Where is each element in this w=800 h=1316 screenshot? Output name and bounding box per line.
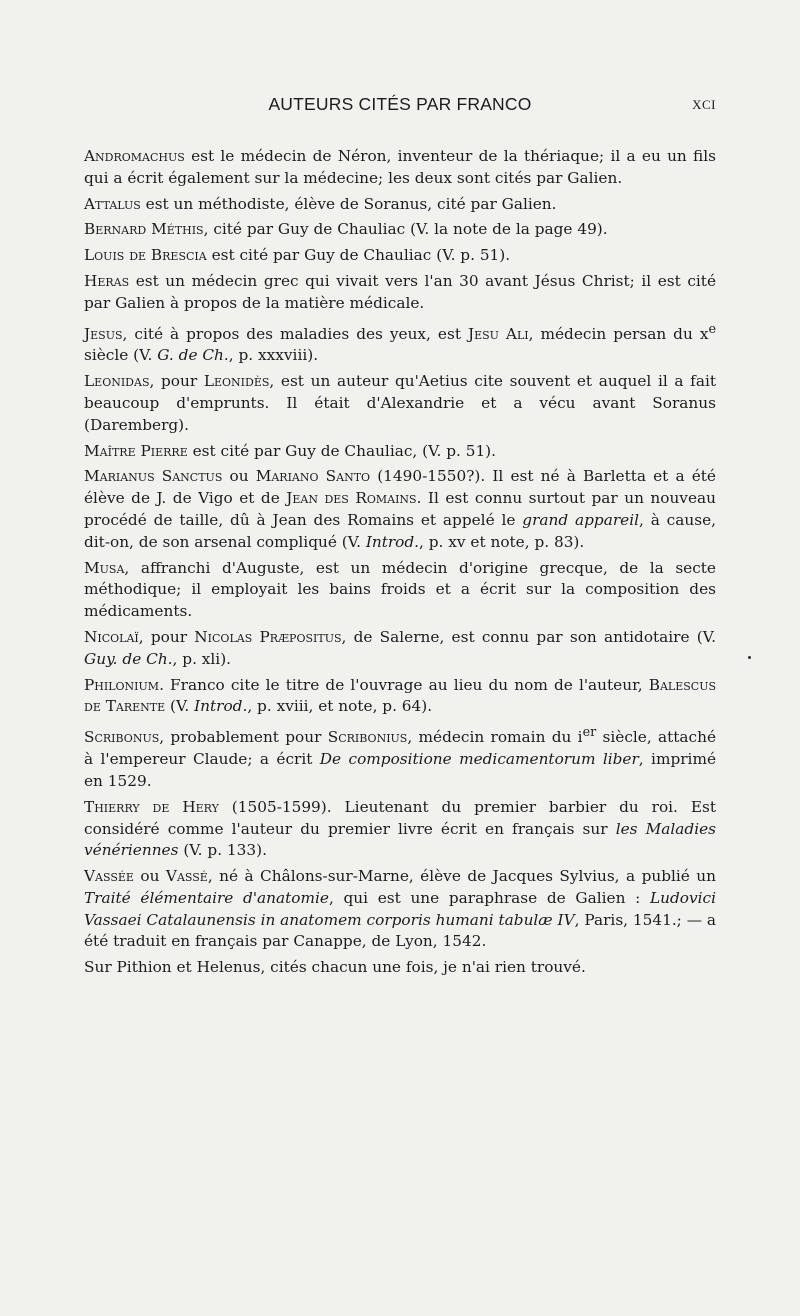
- author-name: Andromachus: [84, 147, 185, 165]
- superscript: e: [708, 321, 716, 337]
- entry-text: ou: [133, 867, 166, 886]
- entry-text: , Paris, 1541.; — a été traduit en français par Canappe, de Lyon, 1542.: [84, 910, 716, 951]
- entry-text: , pour: [149, 372, 204, 391]
- author-name: Heras: [84, 271, 130, 290]
- century-numeral: x: [699, 324, 709, 343]
- author-name: Maître Pierre: [84, 441, 188, 460]
- italic-reference: Introd.: [194, 697, 248, 716]
- entry-text: , médecin romain du: [407, 728, 578, 747]
- entry-leonidas: [84, 371, 716, 436]
- author-name-alt: Leonidès: [203, 372, 270, 391]
- author-name: Leonidas: [84, 372, 150, 391]
- entry-text: , médecin persan du: [528, 324, 700, 343]
- entry-attalus: [84, 194, 716, 216]
- italic-title: les Maladies vénériennes: [84, 819, 716, 860]
- author-name: Philonium: [84, 675, 160, 694]
- author-name: Jesus: [84, 324, 123, 343]
- entry-text: . Il est connu surtout par un nouveau procédé de taille, dû à Jean des Romains et appelé le: [84, 489, 716, 530]
- entry-text: , qui est une paraphrase de Galien :: [328, 888, 650, 907]
- running-title: AUTEURS CITÉS PAR FRANCO: [268, 94, 532, 114]
- margin-mark: [748, 656, 751, 659]
- entry-text: , p. xv et note, p. 83).: [419, 532, 585, 551]
- entry-closing-note: [84, 957, 716, 979]
- superscript: er: [582, 725, 597, 741]
- page-body: [84, 146, 716, 983]
- italic-reference: G. de Ch.: [157, 346, 229, 365]
- author-name-alt: Jesu Ali: [467, 324, 529, 343]
- entry-text: , affranchi d'Auguste, est un médecin d'origine grecque, de la secte méthodique; il employait les bains froids et a écrit sur la composition des médicaments.: [84, 558, 716, 621]
- entry-heras: [84, 271, 716, 315]
- entry-text: siècle, attaché à l'empereur Claude; a écrit: [84, 728, 717, 769]
- entry-text: , né à Châlons-sur-Marne, élève de Jacques Sylvius, a publié un: [207, 867, 716, 886]
- entry-text: (1490-1550?). Il est né à Barletta et a été élève de J. de Vigo et de: [84, 467, 716, 508]
- entry-text: ou: [222, 467, 256, 486]
- entry-text: est cité par Guy de Chauliac (V. p. 51).: [206, 246, 511, 265]
- entry-marianus-sanctus: [84, 466, 716, 553]
- entry-text: (V. p. 133).: [178, 841, 267, 860]
- author-name: Scribonus: [84, 728, 160, 747]
- author-name: Nicolaï: [84, 628, 139, 647]
- author-name: Vassée: [84, 867, 134, 886]
- entry-thierry-de-hery: [84, 797, 716, 862]
- entry-text: , pour: [138, 628, 195, 647]
- entry-text: siècle (V.: [84, 346, 158, 365]
- entry-text: est un médecin grec qui vivait vers l'an 30 avant Jésus Christ; il est cité par Galien à propos de la matière médicale.: [84, 271, 716, 312]
- entry-text: , p. xxxviii).: [228, 346, 319, 365]
- entry-nicolai: [84, 627, 716, 671]
- entry-text: (V.: [165, 697, 195, 716]
- author-name-alt: Mariano Santo: [255, 467, 371, 486]
- entry-text: Sur Pithion et Helenus, cités chacun une fois, je n'ai rien trouvé.: [84, 958, 586, 977]
- entry-text: , p. xli).: [172, 649, 232, 668]
- page-number: XCI: [692, 97, 716, 112]
- entry-text: , p. xviii, et note, p. 64).: [247, 697, 433, 716]
- entry-text: , à cause, dit-on, de son arsenal compliqué (V.: [84, 511, 716, 551]
- entry-text: . Franco cite le titre de l'ouvrage au lieu du nom de l'auteur,: [159, 675, 649, 694]
- entry-text: est le médecin de Néron, inventeur de la thériaque; il a eu un fils qui a écrit également sur la médecine; les deux sont cités par Galien.: [84, 147, 716, 187]
- entry-text: , de Salerne, est connu par son antidotaire (V.: [341, 628, 716, 647]
- entry-text: , cité par Guy de Chauliac (V. la note de la page 49).: [203, 220, 608, 239]
- italic-title: Ludovici Vassaei Catalaunensis in anatomem corporis humani tabulæ IV: [84, 888, 716, 929]
- entry-maitre-pierre: [84, 441, 716, 463]
- author-name: Musa: [84, 558, 125, 577]
- author-name-alt: Jean des Romains: [286, 489, 417, 508]
- italic-title: Traité élémentaire d'anatomie: [84, 888, 329, 907]
- italic-reference: Introd.: [365, 532, 420, 551]
- entry-vassee: [84, 866, 716, 953]
- author-name-alt: Vassé: [165, 867, 208, 886]
- italic-title: De compositione medicamentorum liber: [319, 750, 639, 769]
- italic-term: grand appareil: [522, 511, 639, 530]
- entry-louis-de-brescia: [84, 245, 716, 267]
- century-numeral: i: [577, 728, 583, 747]
- entry-jesus: [84, 319, 716, 368]
- italic-reference: Guy. de Ch.: [84, 649, 173, 668]
- entry-bernard-methis: [84, 219, 716, 241]
- author-name: Attalus: [84, 194, 141, 213]
- entry-scribonus: [84, 722, 716, 792]
- page-header: [84, 94, 716, 118]
- entry-text: , probablement pour: [159, 728, 328, 747]
- author-name: Thierry de Hery: [84, 797, 219, 816]
- entry-text: , imprimé en 1529.: [84, 750, 717, 790]
- entry-text: (1505-1599). Lieutenant du premier barbier du roi. Est considéré comme l'auteur du premier livre écrit en français sur: [84, 797, 716, 838]
- author-name-alt: Scribonius: [327, 728, 408, 747]
- entry-text: est cité par Guy de Chauliac, (V. p. 51).: [187, 441, 497, 460]
- author-name: Marianus Sanctus: [84, 467, 223, 486]
- author-name-alt: Nicolas Præpositus: [194, 628, 342, 647]
- author-name-alt: Balescus de Tarente: [84, 675, 716, 716]
- entry-andromachus: [84, 146, 716, 190]
- entry-text: , cité à propos des maladies des yeux, est: [122, 324, 468, 343]
- entry-philonium: [84, 675, 716, 719]
- author-name: Louis de Brescia: [84, 246, 207, 265]
- entry-text: , est un auteur qu'Aetius cite souvent et auquel il a fait beaucoup d'emprunts. Il était d'Alexandrie et a vécu avant Soranus (Daremberg).: [84, 372, 716, 434]
- entry-musa: [84, 558, 716, 623]
- entry-text: est un méthodiste, élève de Soranus, cité par Galien.: [140, 194, 557, 213]
- author-name: Bernard Méthis: [84, 220, 204, 239]
